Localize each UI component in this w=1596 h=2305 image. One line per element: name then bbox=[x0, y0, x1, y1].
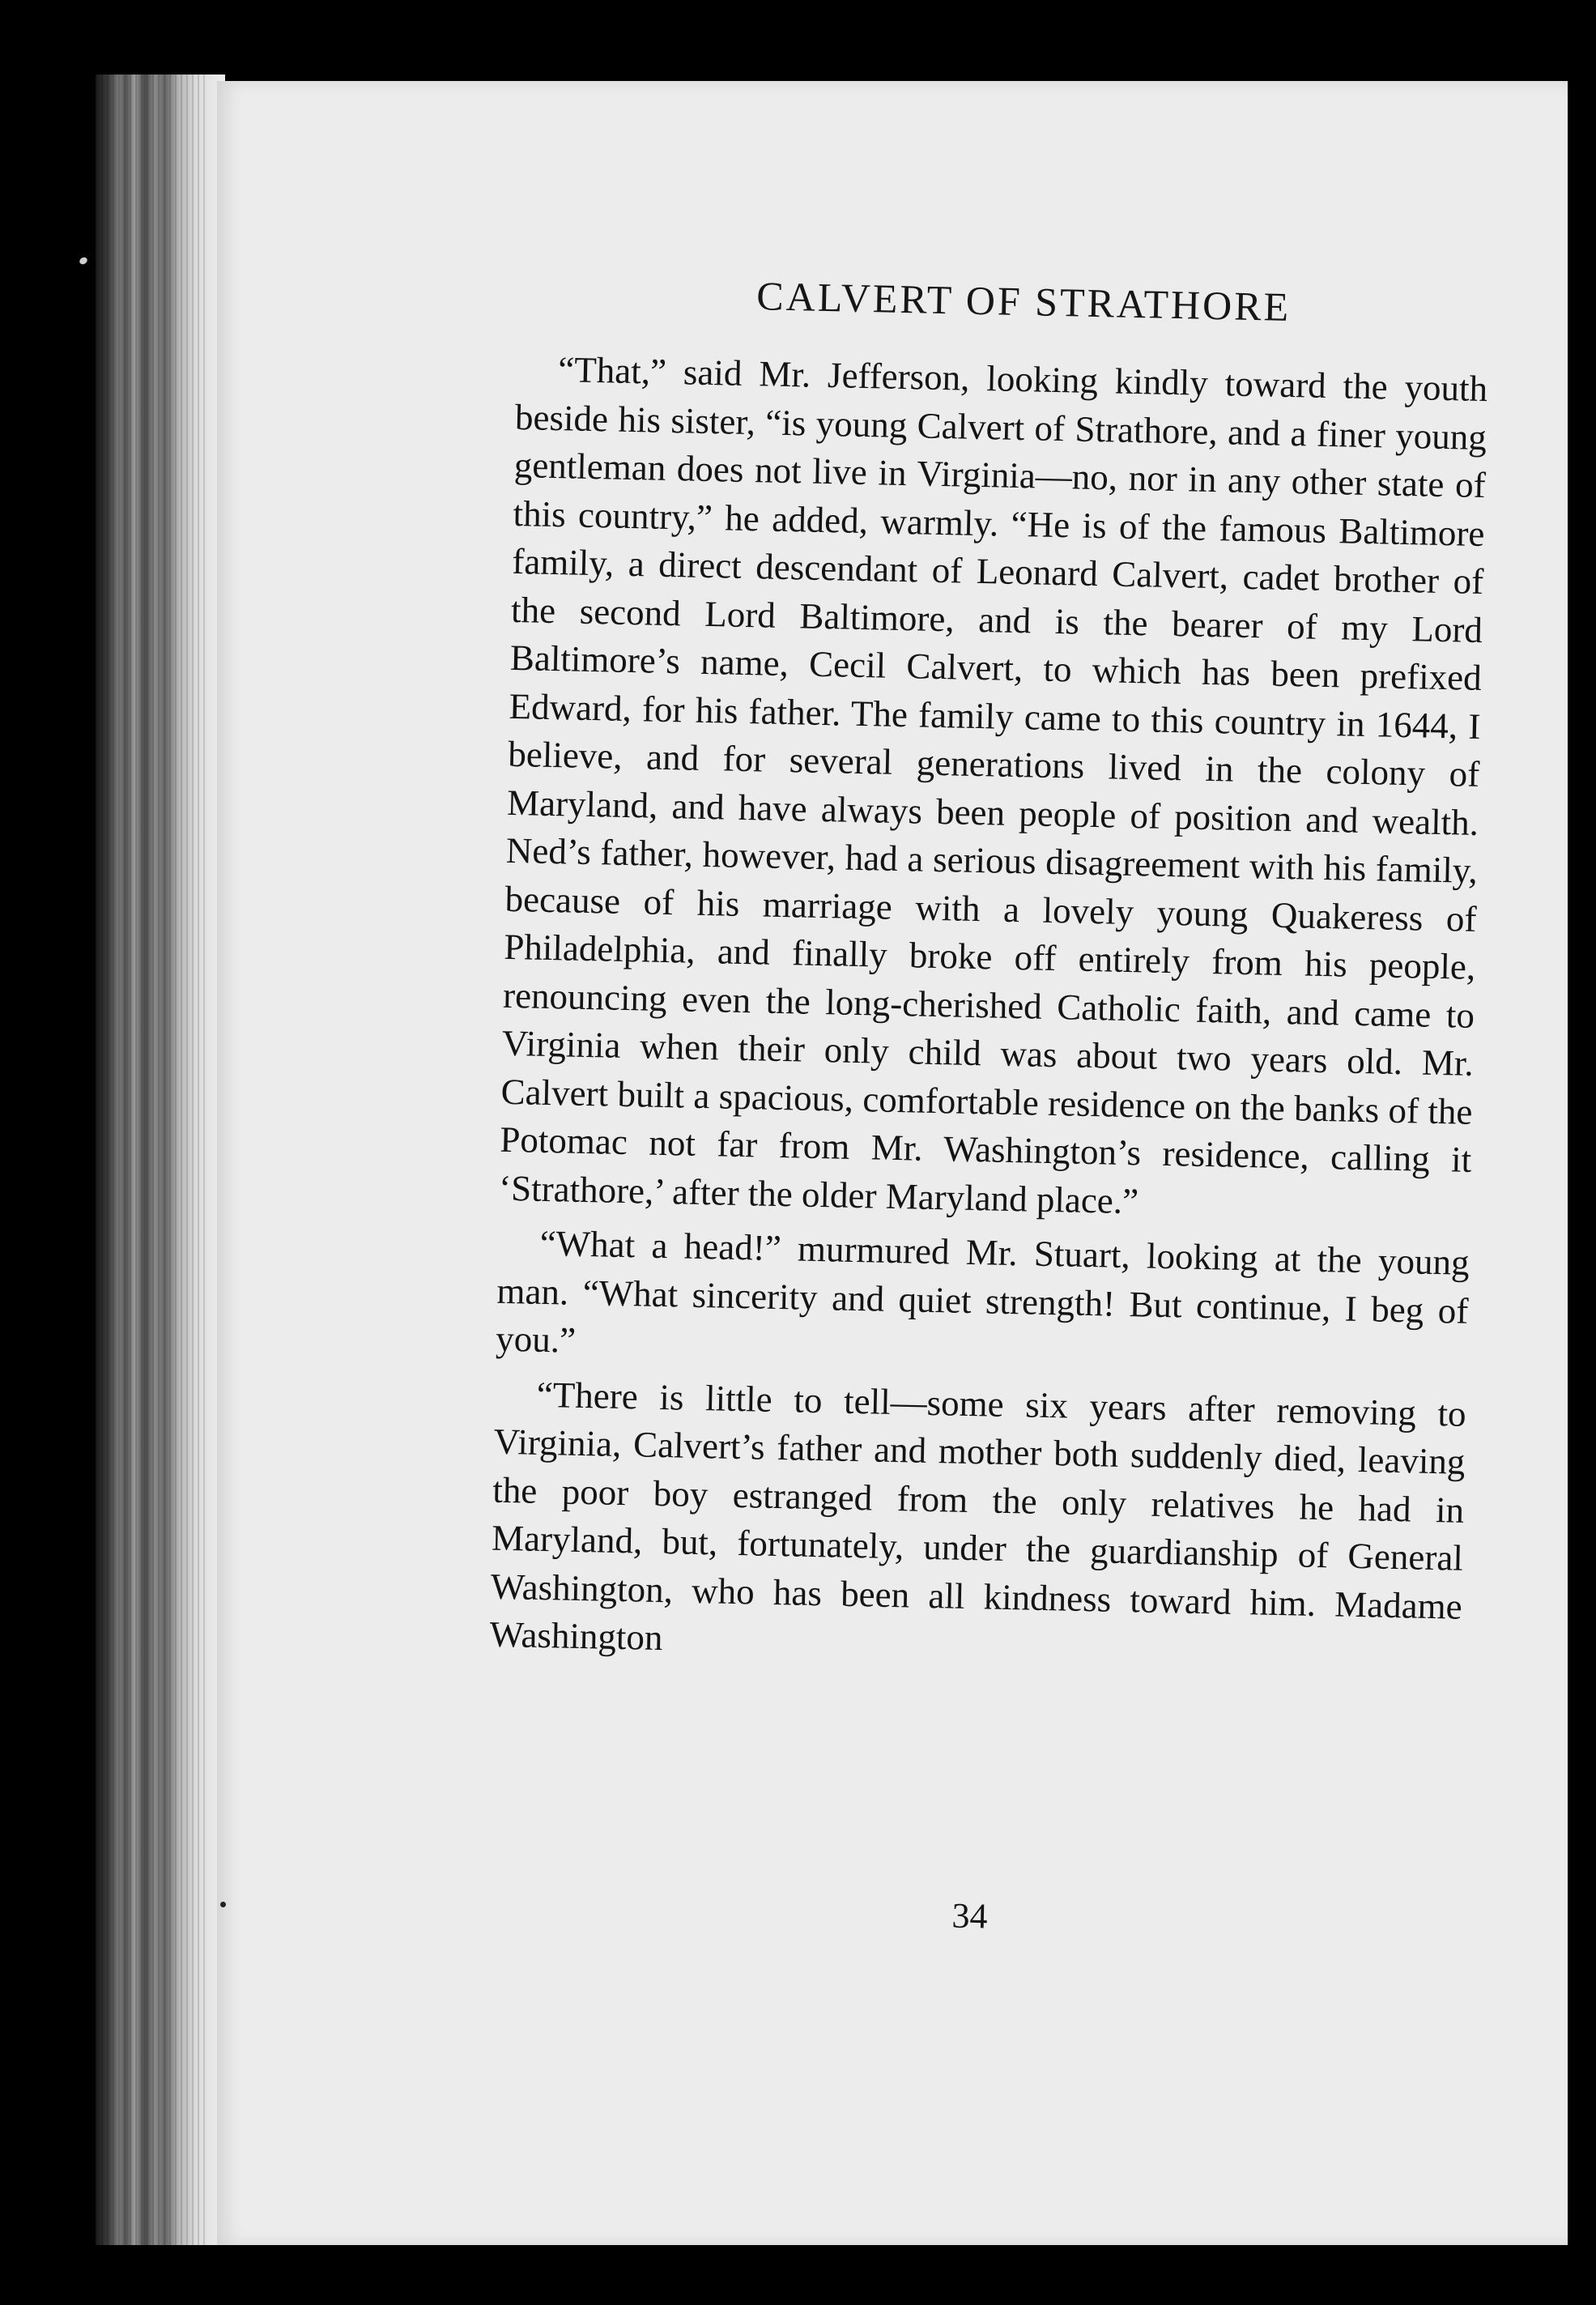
page-number: 34 bbox=[951, 1895, 988, 1936]
page-mark bbox=[220, 1902, 226, 1907]
scan-background-bottom bbox=[0, 2245, 1596, 2305]
paragraph: “That,” said Mr. Jefferson, looking kindly toward the youth beside his sister, “is young Calvert of Strathore, and a finer young gentleman does not live in Virginia—no, nor in any other state of this country,” he added, warmly. “He is of the famous Baltimore family, a direct descendant of Leonard Calvert, cadet brother of the second Lord Baltimore, and is the bearer of my Lord Baltimore’s name, Cecil Calvert, to which has been prefixed Edward, for his father. The family came to this country in 1644, I believe, and for several generations lived in the colony of Maryland, and have always been people of position and wealth. Ned’s father, however, had a serious disagreement with his family, because of his marriage with a lovely young Quakeress of Philadelphia, and finally broke off entirely from his people, renouncing even the long-cherished Catholic faith, and came to Virginia when their only child was about two years old. Mr. Calvert built a spacious, comfortable residence on the banks of the Potomac not far from Mr. Washington’s residence, calling it ‘Strathore,’ after the older Maryland place.” bbox=[498, 349, 1488, 1221]
scan-background-left bbox=[0, 71, 96, 2305]
scan-background-right bbox=[1568, 71, 1596, 2305]
paragraph: “What a head!” murmured Mr. Stuart, looking at the young man. “What sincerity and quiet strength! But continue, I beg of you.” bbox=[495, 1222, 1470, 1361]
paragraph: “There is little to tell—some six years after removing to Virginia, Calvert’s father and mother both suddenly died, leaving the poor boy estranged from the only relatives he had in Maryland, but, fortunately, under the guardianship of General Washington, who has been all kindness toward him. Madame Washington bbox=[489, 1374, 1467, 1659]
body-text bbox=[489, 345, 1488, 1685]
scan-background-top bbox=[0, 0, 1596, 71]
page-content bbox=[483, 267, 1489, 1940]
page-edges bbox=[96, 75, 209, 2245]
running-head: CALVERT OF STRATHORE bbox=[755, 273, 1292, 330]
